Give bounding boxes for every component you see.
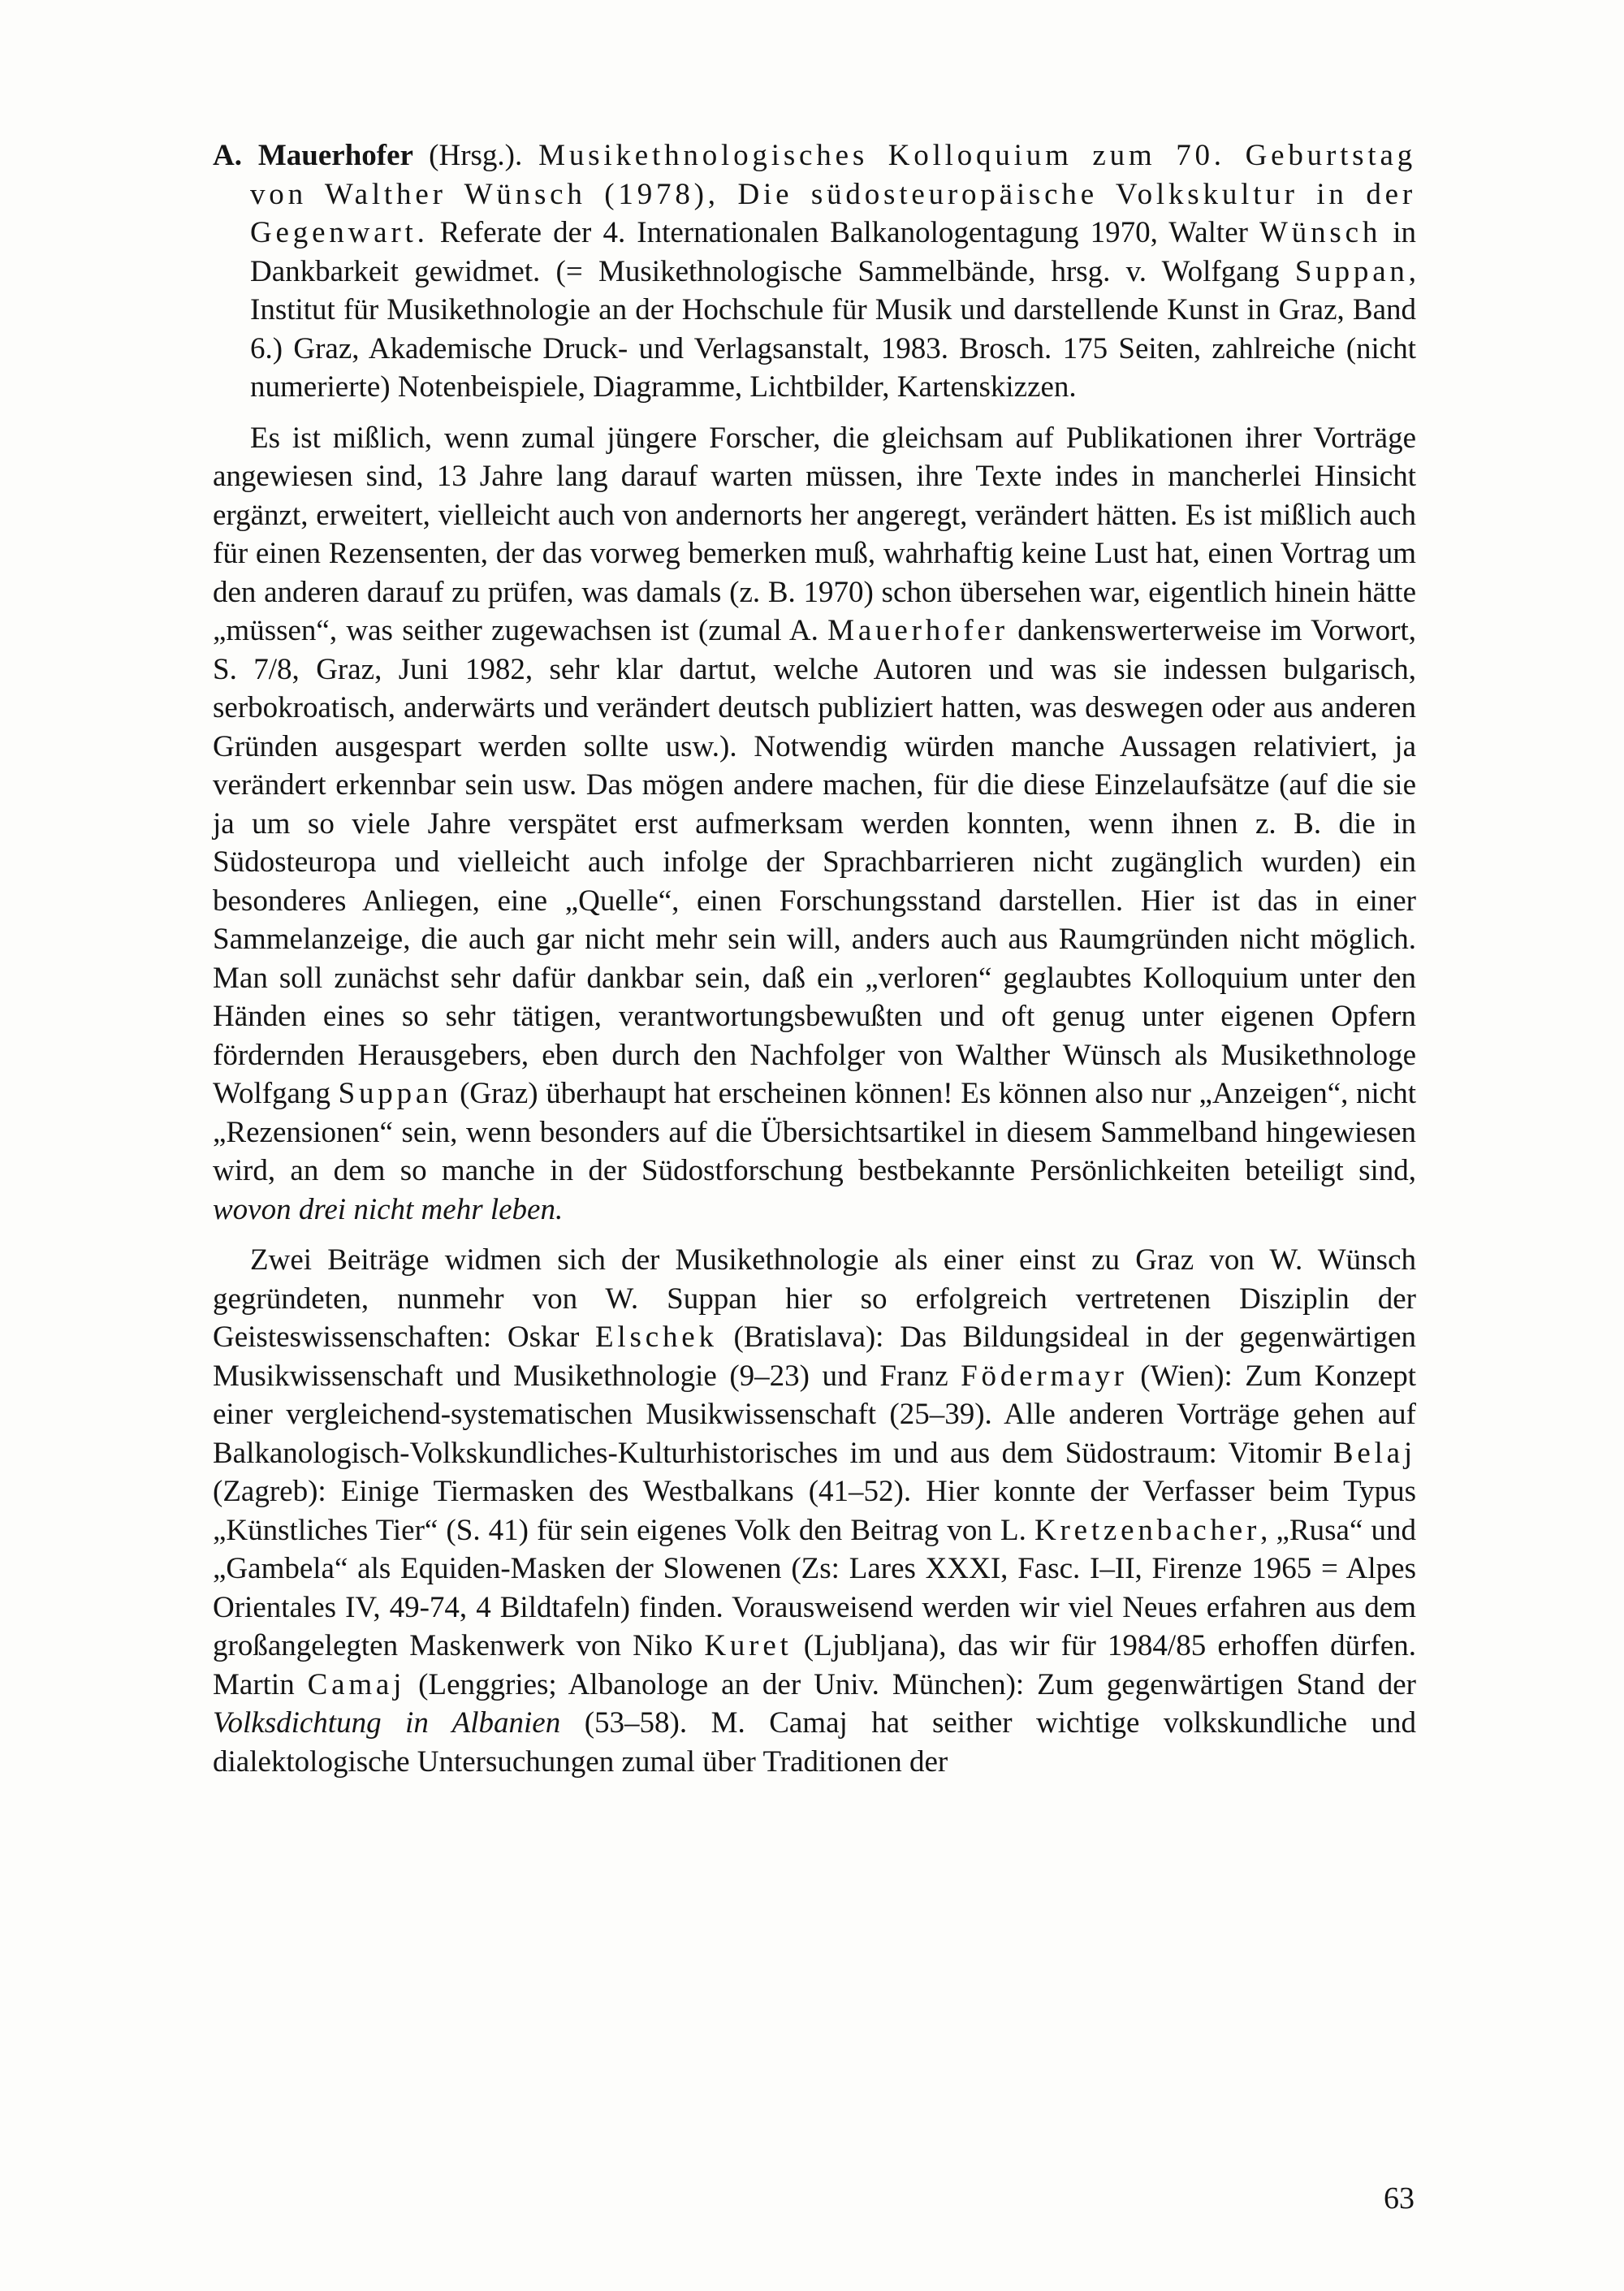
text-segment-normal: , Institut für Musikethnologie an der Hochschule für Musik und darstellende Kunst in Graz, Band 6.) Graz, Akademische Druck- und Verlagsanstalt, 1983. Brosch. 175 Seiten, zahlreiche (nicht numerierte) Notenbeispiele, Diagramme, Lichtbilder, Kartenskizzen. (250, 254, 1416, 404)
text-segment-normal: (53–58). M. Camaj hat seither wichtige volkskundliche und dialektologische Untersuchungen zumal über Traditionen der (213, 1706, 1416, 1779)
body-paragraph (213, 1241, 1416, 1781)
text-segment-normal: (Lenggries; Albanologe an der Univ. München): Zum gegenwärtigen Stand der (405, 1667, 1416, 1701)
text-segment-normal: , „Rusa“ und „Gambela“ als Equiden-Masken der Slowenen (Zs: Lares XXXI, Fasc. I–II, Firenze 1965 = Alpes Orientales IV, 49-74, 4 Bildtafeln) finden. Vorausweisend werden wir viel Neues erfahren aus dem großangelegten Maskenwerk von Niko (213, 1513, 1416, 1662)
text-segment-italic: Volksdichtung in Albanien (213, 1706, 561, 1740)
text-segment-normal: (Hrsg.). (429, 139, 539, 172)
review-text-block (213, 136, 1416, 1781)
text-segment-normal: (Graz) überhaupt hat erscheinen können! Es können also nur „Anzeigen“, nicht „Rezensionen“ sein, wenn besonders auf die Übersichtsartikel in diesem Sammelband hingewiesen wird, an dem so manche in der Südostforschung bestbekannte Persönlichkeiten beteiligt sind, (213, 1077, 1416, 1187)
text-segment-spaced: Elschek (595, 1321, 718, 1354)
text-segment-normal: in Dankbarkeit gewidmet. (= Musikethnologische Sammelbände, hrsg. v. Wolfgang (250, 216, 1417, 288)
text-segment-spaced: Kuret (704, 1629, 793, 1662)
text-segment-italic: wovon drei nicht mehr leben. (213, 1192, 564, 1226)
text-segment-spaced: Mauerhofer (827, 614, 1009, 647)
text-segment-spaced: Suppan (1294, 254, 1409, 288)
text-segment-spaced: Födermayr (961, 1359, 1128, 1393)
text-segment-normal: Es ist mißlich, wenn zumal jüngere Forscher, die gleichsam auf Publikationen ihrer Vorträge angewiesen sind, 13 Jahre lang darauf warten müssen, ihre Texte indes in mancherlei Hinsicht ergänzt, erweitert, vielleicht auch von andernorts her angeregt, verändert hätten. Es ist mißlich auch für einen Rezensenten, der das vorweg bemerken muß, wahrhaftig keine Lust hat, einen Vortrag um den anderen darauf zu prüfen, was damals (z. B. 1970) schon übersehen war, eigentlich hinein hätte „müssen“, was seither zugewachsen ist (zumal A. (213, 421, 1416, 647)
text-segment-spaced: Wünsch (1259, 216, 1382, 249)
text-segment-spaced: Kretzenbacher (1034, 1513, 1261, 1547)
page-number: 63 (1384, 2181, 1415, 2215)
text-segment-spaced: Camaj (307, 1667, 406, 1701)
text-segment-normal: Referate der 4. Internationalen Balkanologentagung 1970, Walter (428, 216, 1260, 249)
text-segment-spaced: Belaj (1332, 1436, 1416, 1470)
text-segment-spaced: Suppan (338, 1077, 452, 1110)
text-segment-normal: (Wien): Zum Konzept einer vergleichend-systematischen Musikwissenschaft (25–39). Alle anderen Vorträge gehen auf Balkanologisch-Volkskundliches-Kulturhistorisches im und aus dem Südostraum: Vitomir (213, 1359, 1416, 1470)
text-segment-bold: A. Mauerhofer (213, 139, 430, 172)
body-paragraph (213, 419, 1416, 1230)
text-segment-normal: (Bratislava): Das Bildungsideal in der gegenwärtigen Musikwissenschaft und Musikethnologie (9–23) und Franz (213, 1321, 1416, 1393)
text-segment-normal: (Zagreb): Einige Tiermasken des Westbalkans (41–52). Hier konnte der Verfasser beim Typus „Künstliches Tier“ (S. 41) für sein eigenes Volk den Beitrag von L. (213, 1475, 1416, 1547)
text-segment-normal: Zwei Beiträge widmen sich der Musikethnologie als einer einst zu Graz von W. Wünsch gegründeten, nunmehr von W. Suppan hier so erfolgreich vertretenen Disziplin der Geisteswissenschaften: Oskar (213, 1243, 1416, 1354)
text-segment-spaced: Musikethnologisches Kolloquium zum 70. Geburtstag von Walther Wünsch (1978), Die südosteuropäische Volkskultur in der Gegenwart. (250, 139, 1417, 249)
citation-paragraph (213, 136, 1416, 407)
text-segment-normal: (Ljubljana), das wir für 1984/85 erhoffen dürfen. Martin (213, 1629, 1416, 1701)
text-segment-normal: dankenswerterweise im Vorwort, S. 7/8, Graz, Juni 1982, sehr klar dartut, welche Autoren und was sie indessen bulgarisch, serbokroatisch, anderwärts und verändert deutsch publiziert hatten, was deswegen oder aus anderen Gründen ausgespart werden sollte usw.). Notwendig würden manche Aussagen relativiert, ja verändert erkennbar sein usw. Das mögen andere machen, für die diese Einzelaufsätze (auf die sie ja um so viele Jahre verspätet erst aufmerksam werden konnten, wenn ihnen z. B. die in Südosteuropa und vielleicht auch infolge der Sprachbarrieren nicht zugänglich wurden) ein besonderes Anliegen, eine „Quelle“, einen Forschungsstand darstellen. Hier ist das in einer Sammelanzeige, die auch gar nicht mehr sein will, anders auch aus Raumgründen nicht möglich. Man soll zunächst sehr dafür dankbar sein, daß ein „verloren“ geglaubtes Kolloquium unter den Händen eines so sehr tätigen, verantwortungsbewußten und oft genug unter eigenen Opfern fördernden Herausgebers, eben durch den Nachfolger von Walther Wünsch als Musikethnologe Wolfgang (213, 614, 1416, 1110)
